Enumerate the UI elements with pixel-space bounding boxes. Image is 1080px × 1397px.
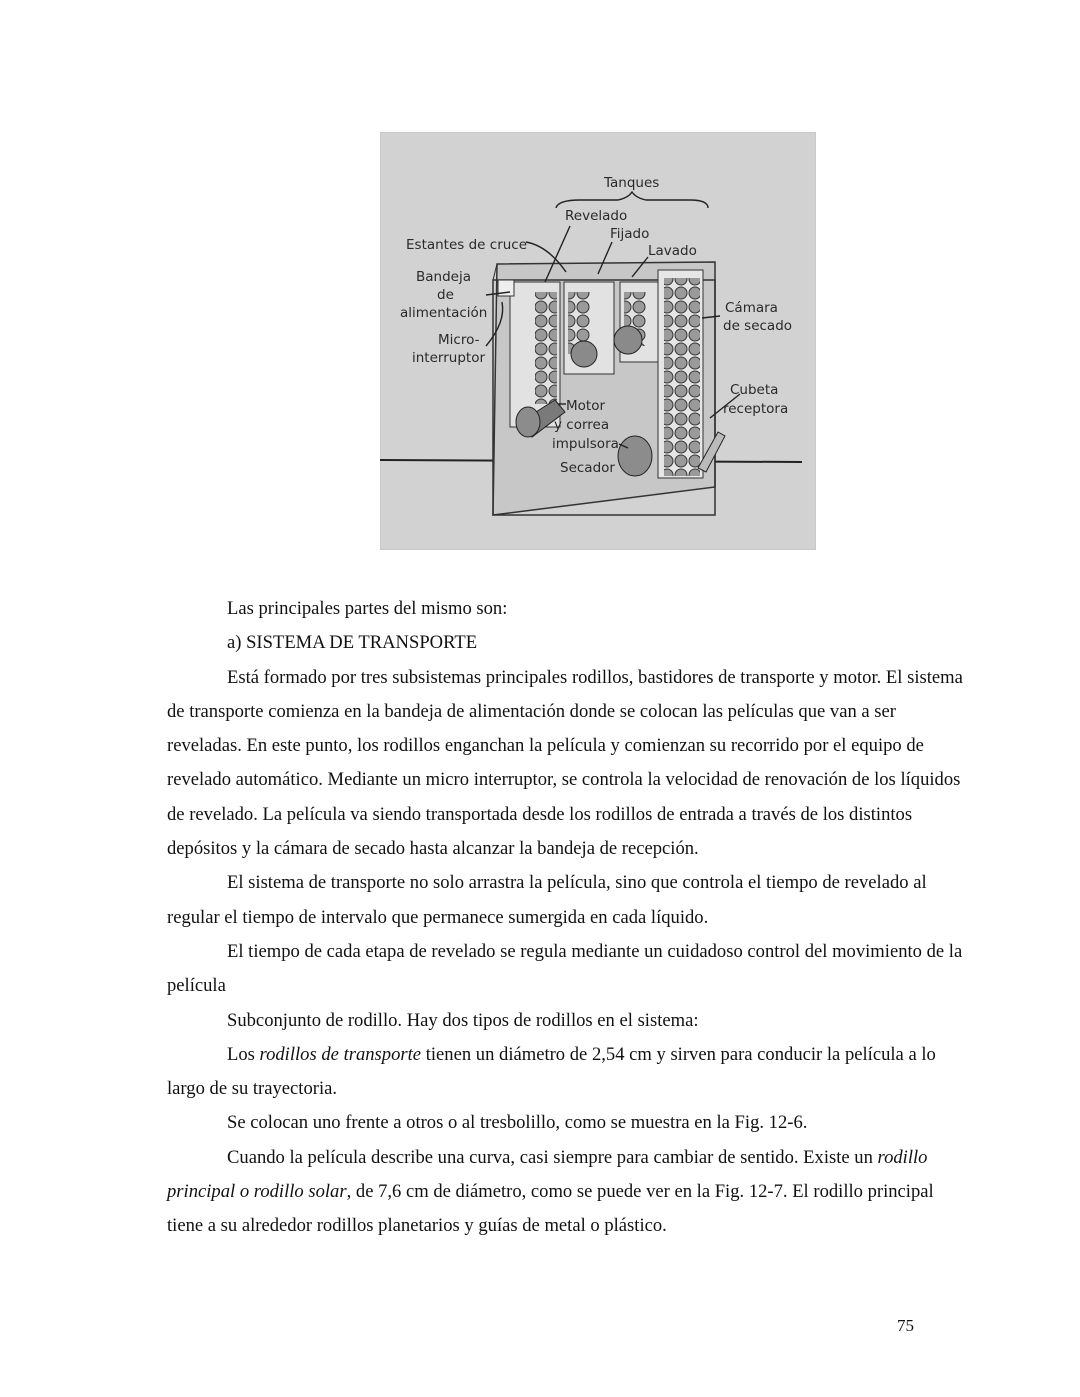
label-secador: Secador — [560, 460, 615, 476]
italic-term: rodillo principal o rodillo solar — [167, 1146, 928, 1203]
paragraph-transport-rollers — [167, 1038, 967, 1107]
dryer-rollers — [664, 278, 700, 476]
text-span: tienen un diámetro de 2,54 cm y sirven para conducir la película a lo largo de su trayectoria. — [167, 1043, 936, 1100]
label-tanques: Tanques — [604, 175, 660, 191]
developer-rollers — [535, 292, 557, 404]
paragraph-intro: Las principales partes del mismo son: — [227, 598, 508, 619]
label-bandeja-2: de — [437, 287, 454, 303]
label-fijado: Fijado — [610, 226, 650, 242]
label-estantes: Estantes de cruce — [406, 237, 528, 253]
processor-diagram — [380, 132, 816, 550]
paragraph-roller-subset: Subconjunto de rodillo. Hay dos tipos de rodillos en el sistema: — [227, 1009, 699, 1031]
paragraph-solar-roller — [167, 1141, 967, 1244]
label-lavado: Lavado — [648, 243, 697, 259]
label-micro-1: Micro- — [438, 332, 480, 348]
paragraph-stage-time: El tiempo de cada etapa de revelado se regula mediante un cuidadoso control del movimiento de la película — [167, 940, 963, 997]
text-span: Cuando la película describe una curva, casi siempre para cambiar de sentido. Existe un — [227, 1146, 878, 1168]
label-bandeja-3: alimentación — [400, 305, 488, 321]
page-number: 75 — [897, 1316, 914, 1335]
section-heading: a) SISTEMA DE TRANSPORTE — [227, 632, 478, 654]
body-text — [167, 592, 967, 1244]
dryer-fan — [618, 436, 652, 476]
processor-diagram-svg — [380, 132, 816, 550]
label-micro-2: interruptor — [412, 350, 485, 366]
text-span: , de 7,6 cm de diámetro, como se puede ver en la Fig. 12-7. El rodillo principal tiene a su alrededor rodillos planetarios y guías de metal o plástico. — [167, 1181, 934, 1237]
label-motor-1: Motor — [566, 398, 606, 414]
label-camara-2: de secado — [723, 318, 793, 334]
label-bandeja-1: Bandeja — [416, 269, 471, 285]
paragraph-arrangement: Se colocan uno frente a otros o al tresbolillo, como se muestra en la Fig. 12-6. — [227, 1112, 808, 1134]
label-revelado: Revelado — [565, 208, 628, 224]
label-cubeta-2: receptora — [723, 401, 789, 417]
solar-roller-2 — [614, 326, 642, 354]
label-camara-1: Cámara — [725, 300, 778, 316]
paragraph-transport: Está formado por tres subsistemas principales rodillos, bastidores de transporte y motor. El sistema de transporte comienza en la bandeja de alimentación donde se colocan las películas que van a ser reveladas. En este punto, los rodillos enganchan la película y comienzan su recorrido por el equipo de revelado automático. Mediante un micro interruptor, se controla la velocidad de renovación de los líquidos de revelado. La película va siendo transportada desde los rodillos de entrada a través de los distintos depósitos y la cámara de secado hasta alcanzar la bandeja de recepción. — [167, 666, 963, 860]
solar-roller — [571, 341, 597, 367]
paragraph-timing: El sistema de transporte no solo arrastra la película, sino que controla el tiempo de revelado al regular el tiempo de intervalo que permanece sumergida en cada líquido. — [167, 872, 927, 928]
label-cubeta-1: Cubeta — [730, 382, 779, 398]
label-motor-3: impulsora — [552, 436, 619, 452]
text-span: Los — [227, 1043, 260, 1065]
italic-term: rodillos de transporte — [259, 1043, 422, 1065]
label-motor-2: y correa — [554, 417, 610, 433]
